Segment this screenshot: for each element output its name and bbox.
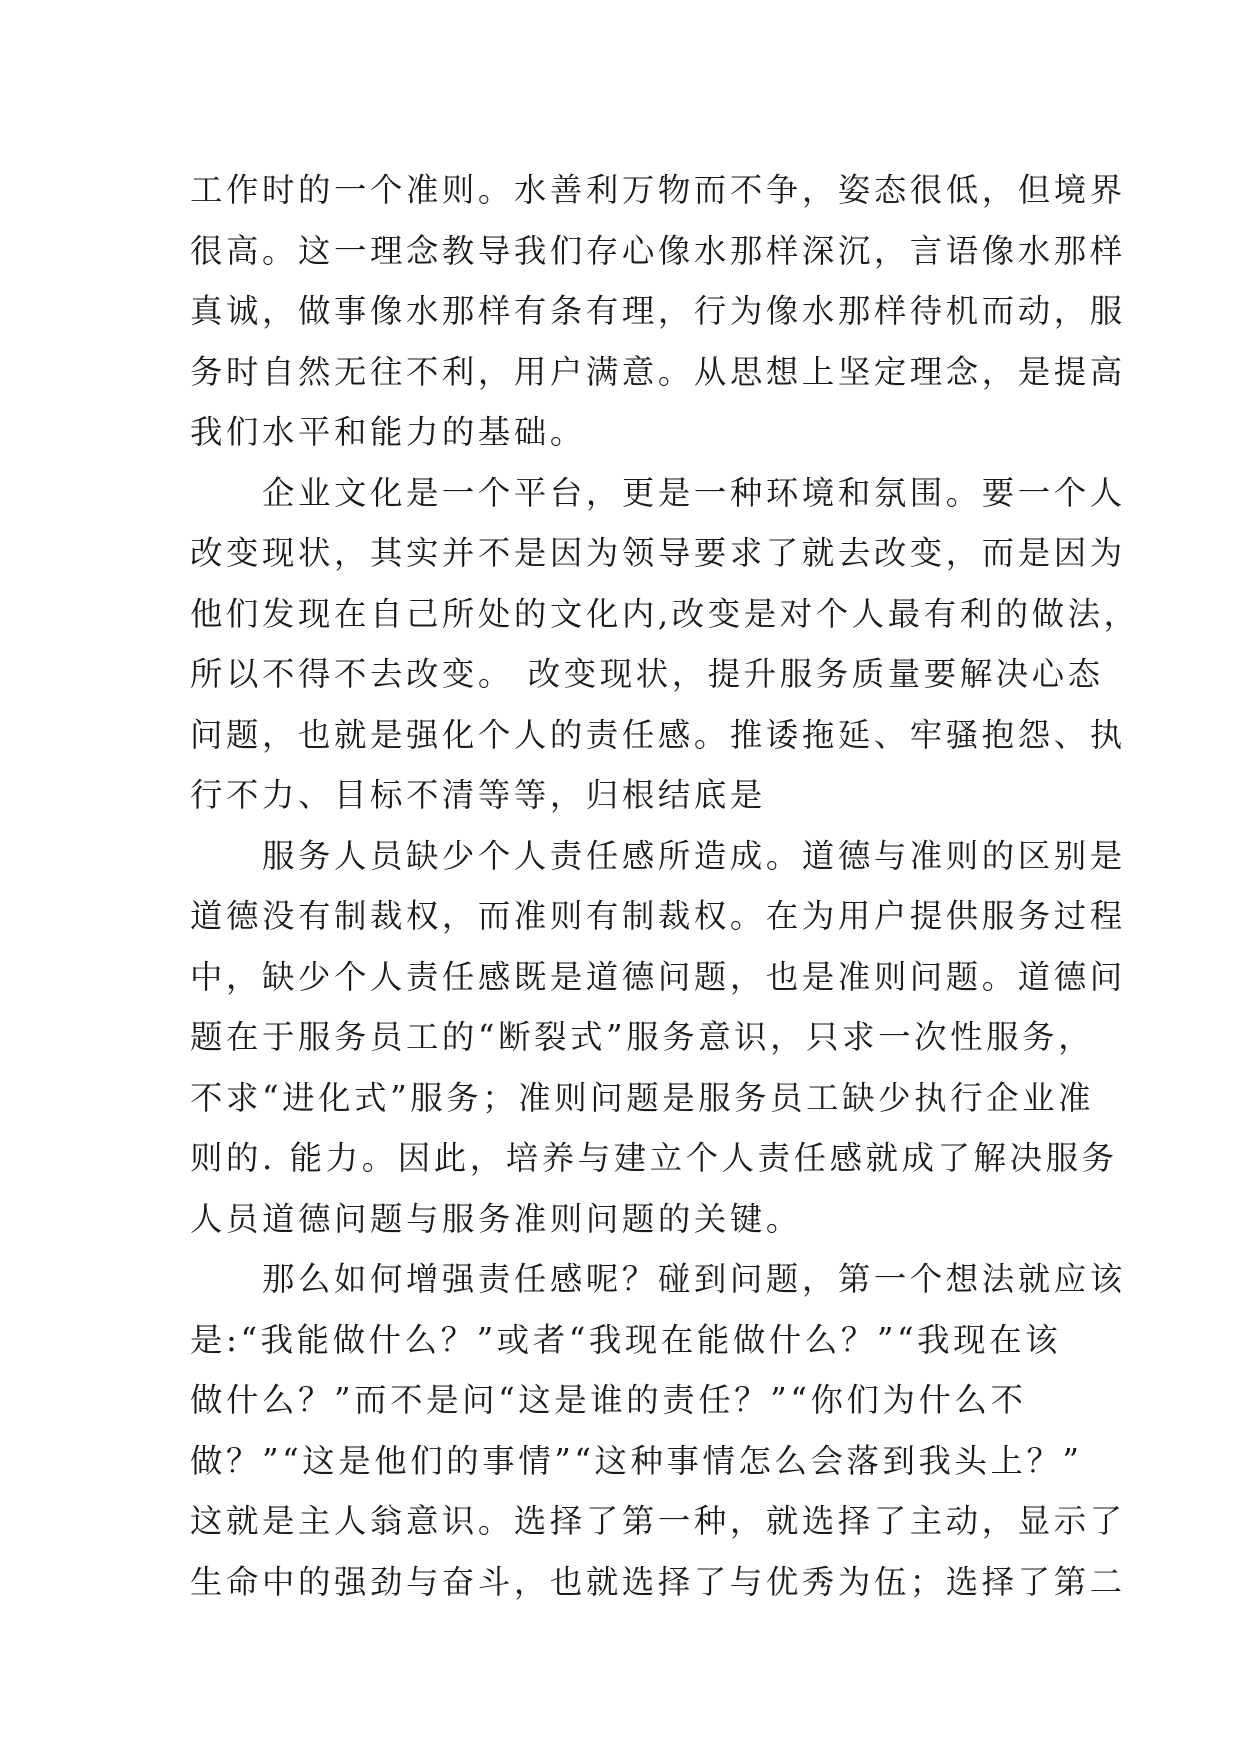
text-line: 服务人员缺少个人责任感所造成。道德与准则的区别是 xyxy=(190,836,1126,875)
text-line: 企业文化是一个平台，更是一种环境和氛围。要一个人 xyxy=(190,473,1126,512)
text-line: 我们水平和能力的基础。 xyxy=(190,413,586,451)
text-line: 生命中的强劲与奋斗，也就选择了与优秀为伍；选择了第二 xyxy=(190,1562,1126,1601)
text-line: 则的. 能力。因此，培养与建立个人责任感就成了解决服务 xyxy=(190,1139,1118,1177)
text-line: 问题，也就是强化个人的责任感。推诿拖延、牢骚抱怨、执 xyxy=(190,715,1126,754)
text-line: 他们发现在自己所处的文化内,改变是对个人最有利的做法， xyxy=(190,594,1140,633)
text-line: 所以不得不去改变。 改变现状，提升服务质量要解决心态 xyxy=(190,655,1104,693)
text-line: 题在于服务员工的“断裂式”服务意识，只求一次性服务， xyxy=(190,1018,1095,1056)
text-line: 不求“进化式”服务；准则问题是服务员工缺少执行企业准 xyxy=(190,1078,1095,1117)
text-line: 改变现状，其实并不是因为领导要求了就去改变，而是因为 xyxy=(190,534,1126,572)
text-line: 工作时的一个准则。水善利万物而不争，姿态很低，但境界 xyxy=(190,171,1126,209)
text-line: 做？”“这是他们的事情”“这种事情怎么会落到我头上？” xyxy=(190,1441,1083,1480)
text-line: 人员道德问题与服务准则问题的关键。 xyxy=(190,1199,802,1238)
text-line: 这就是主人翁意识。选择了第一种，就选择了主动，显示了 xyxy=(190,1502,1126,1540)
paragraph xyxy=(190,826,1126,1250)
paragraph xyxy=(190,160,1126,463)
document-body xyxy=(190,160,1140,1612)
text-line: 中，缺少个人责任感既是道德问题，也是准则问题。道德问 xyxy=(190,957,1126,996)
text-line: 那么如何增强责任感呢？碰到问题，第一个想法就应该 xyxy=(190,1260,1126,1298)
text-line: 很高。这一理念教导我们存心像水那样深沉，言语像水那样 xyxy=(190,231,1126,270)
text-line: 行不力、目标不清等等，归根结底是 xyxy=(190,776,766,814)
text-line: 做什么？”而不是问“这是谁的责任？”“你们为什么不 xyxy=(190,1381,1027,1419)
text-line: 真诚，做事像水那样有条有理，行为像水那样待机而动，服 xyxy=(190,292,1126,330)
text-line: 道德没有制裁权，而准则有制裁权。在为用户提供服务过程 xyxy=(190,897,1126,935)
text-line: 是:“我能做什么？”或者“我现在能做什么？”“我现在该 xyxy=(190,1320,1062,1359)
text-line: 务时自然无往不利，用户满意。从思想上坚定理念，是提高 xyxy=(190,352,1126,391)
paragraph xyxy=(190,463,1140,826)
paragraph xyxy=(190,1249,1126,1612)
